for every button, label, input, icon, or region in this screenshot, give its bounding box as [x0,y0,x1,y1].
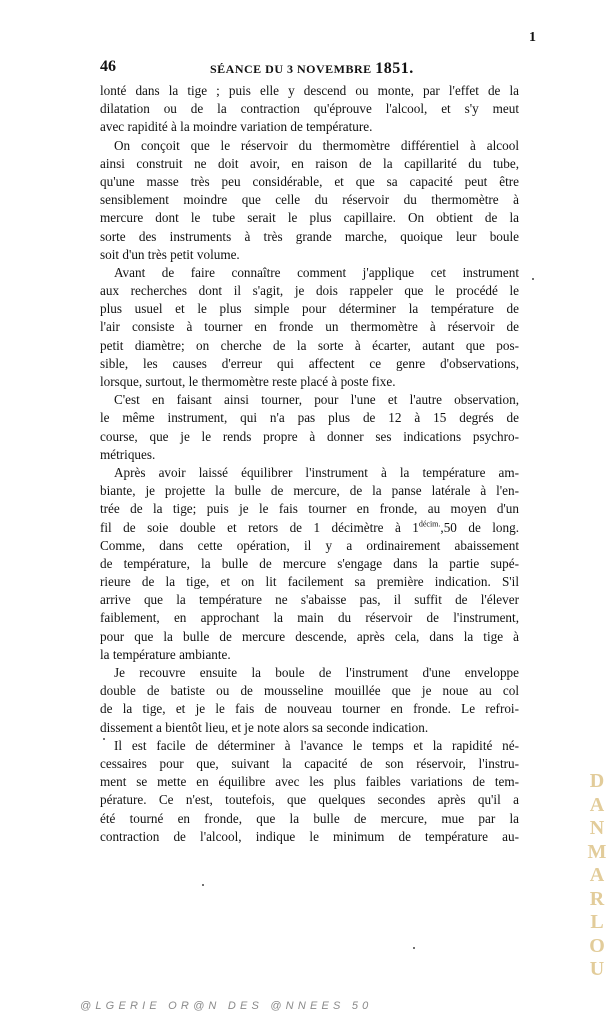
text-line [100,519,519,537]
side-watermark-letter: D [589,770,605,792]
text-line [100,373,519,391]
text-line [100,191,519,209]
text-line-content: ment se mette en équilibre avec les plus faibles variations de tem- [100,774,519,790]
text-line [100,773,519,791]
text-line-content: cessaires pour que, suivant la capacité de son réservoir, l'instru- [100,755,519,771]
text-line-content: Comme, dans cette opération, il y a ordinairement abaissement [100,537,519,553]
text-line [100,755,519,773]
text-line [100,591,519,609]
text-line-content: faiblement, en approchant la main du réservoir de l'instrument, [100,610,519,626]
text-line-content: Je recouvre ensuite la boule de l'instrument d'une enveloppe [114,665,519,680]
text-line-content: arrive que la température ne s'abaisse pas, il suffit de l'élever [100,592,519,608]
text-line-content: qu'une masse très peu considérable, et que sa capacité peut être [100,173,519,189]
side-watermark-letter: N [589,817,605,839]
body-text [100,82,519,846]
text-line [100,228,519,246]
text-line-content: la température ambiante. [100,646,231,662]
text-line [100,264,519,282]
text-line-content: l'air consiste à tourner en fronde un thermomètre à réservoir de [100,319,519,335]
text-line-content: pérature. Ce n'est, toutefois, que quelques secondes après qu'il a [100,792,519,808]
text-line-content: avec rapidité à la moindre variation de température. [100,119,373,135]
text-line [100,537,519,555]
footer-watermark: @LGERIE OR@N DES @NNEES 50 [80,1000,373,1012]
text-line [100,464,519,482]
speck-mark [413,947,415,949]
side-watermark-letter: M [587,840,607,863]
text-line [100,173,519,191]
superscript-unit: décim. [418,519,441,529]
text-line-content: course, que je le rends propre à donner ses indications psychro- [100,428,519,444]
running-head [210,60,414,78]
side-watermark-letter: A [589,864,605,886]
text-line-content: dilatation ou de la contraction qu'éprouve l'alcool, et s'y meut [100,101,519,117]
text-line-content: lonté dans la tige ; puis elle y descend ou monte, par l'effet de la [100,83,519,98]
text-line [100,391,519,409]
text-line-content: de la tige, et je le fais de nouveau tourner en fronde. Le refroi- [100,701,519,717]
text-line-content: lorsque, surtout, le thermomètre reste placé à poste fixe. [100,374,396,389]
text-line-content: rieure de la tige, et on lit facilement sa première indication. S'il [100,574,519,590]
side-watermark-letter: L [590,911,604,933]
side-watermark-letter: R [589,887,605,910]
text-line-content: plus usuel et le plus simple pour déterminer la température de [100,301,519,317]
side-watermark [584,770,610,982]
text-line [100,355,519,373]
text-line [100,155,519,173]
text-line-content: de température, la bulle de mercure s'engage dans la partie supé- [100,555,519,571]
text-line [100,409,519,427]
text-line-content: le même instrument, qui n'a pas plus de 12 à 15 degrés de [100,410,519,426]
text-line [100,137,519,155]
text-line [100,246,519,264]
text-line-content: été tourné en fronde, que la bulle de mercure, mue par la [100,810,519,826]
running-head-year: 1851. [375,60,414,77]
text-line [100,555,519,573]
text-line [100,810,519,828]
text-line [100,337,519,355]
text-line-content: Après avoir laissé équilibrer l'instrument à la température am- [114,464,519,480]
text-line-content: biante, je projette la bulle de mercure, de la panse latérale à l'en- [100,483,519,499]
text-line-content: aux recherches dont il s'agit, je dois rappeler que le procédé le [100,283,519,299]
text-line-content: mercure dont le tube serait le plus capillaire. On obtient de la [100,210,519,226]
speck-mark [202,884,204,886]
text-line [100,209,519,227]
text-line [100,700,519,718]
side-watermark-letter: U [589,958,605,980]
text-line [100,664,519,682]
text-line-content: sensiblement moindre que celle du réservoir du thermomètre à [100,192,519,208]
text-line-content: petit diamètre; on cherche de la sorte à écarter, autant que pos- [100,337,519,353]
text-line-content: Il est facile de déterminer à l'avance le temps et la rapidité né- [114,737,519,753]
text-line [100,428,519,446]
text-line [100,118,519,136]
text-line [100,682,519,700]
text-line [100,446,519,464]
running-head-title: SÉANCE DU 3 NOVEMBRE [210,62,372,76]
text-line [100,573,519,591]
text-line-content: pour que la bulle de mercure descende, après cela, dans la tige à [100,628,519,644]
text-line [100,609,519,627]
text-line-content: sible, les causes d'erreur qui affectent ce genre d'observations, [100,355,519,371]
text-line-content: ainsi construit ne doit avoir, en raison de la capillarité du tube, [100,155,519,171]
speck-mark [532,278,534,280]
text-line [100,282,519,300]
text-line-content: métriques. [100,446,156,462]
text-line [100,791,519,809]
text-line-content: sorte des instruments à très grande marche, quoique leur boule [100,228,519,244]
text-line-content: soit d'un très petit volume. [100,246,240,262]
text-line-content: dissement a bientôt lieu, et je note alors sa seconde indication. [100,719,429,735]
text-line [100,646,519,664]
text-line [100,300,519,318]
text-line [100,737,519,755]
text-line [100,719,519,737]
side-watermark-letter: O [589,934,605,957]
text-line-tail: ,50 de long. [440,519,519,535]
text-line-content: trée de la tige; puis je le fais tourner en fronde, au moyen d'un [100,501,519,517]
page-number: 46 [100,58,116,75]
text-line [100,318,519,336]
text-line-content: C'est en faisant ainsi tourner, pour l'une et l'autre observation, [114,392,519,408]
edge-mark: 1 [529,30,536,45]
text-line-content: On conçoit que le réservoir du thermomètre différentiel à alcool [114,137,519,153]
speck-mark [103,738,105,740]
side-watermark-letter: A [589,793,605,816]
text-line-content: contraction de l'alcool, indique le minimum de température au- [100,828,519,844]
text-line-content: fil de soie double et retors de 1 décimètre à 1 [100,519,419,535]
text-line-content: Avant de faire connaître comment j'applique cet instrument [114,264,519,280]
text-line [100,500,519,518]
text-line [100,828,519,846]
text-line [100,82,519,100]
text-line [100,628,519,646]
text-line [100,482,519,500]
text-line [100,100,519,118]
text-line-content: double de batiste ou de mousseline mouillée que je noue au col [100,683,519,699]
